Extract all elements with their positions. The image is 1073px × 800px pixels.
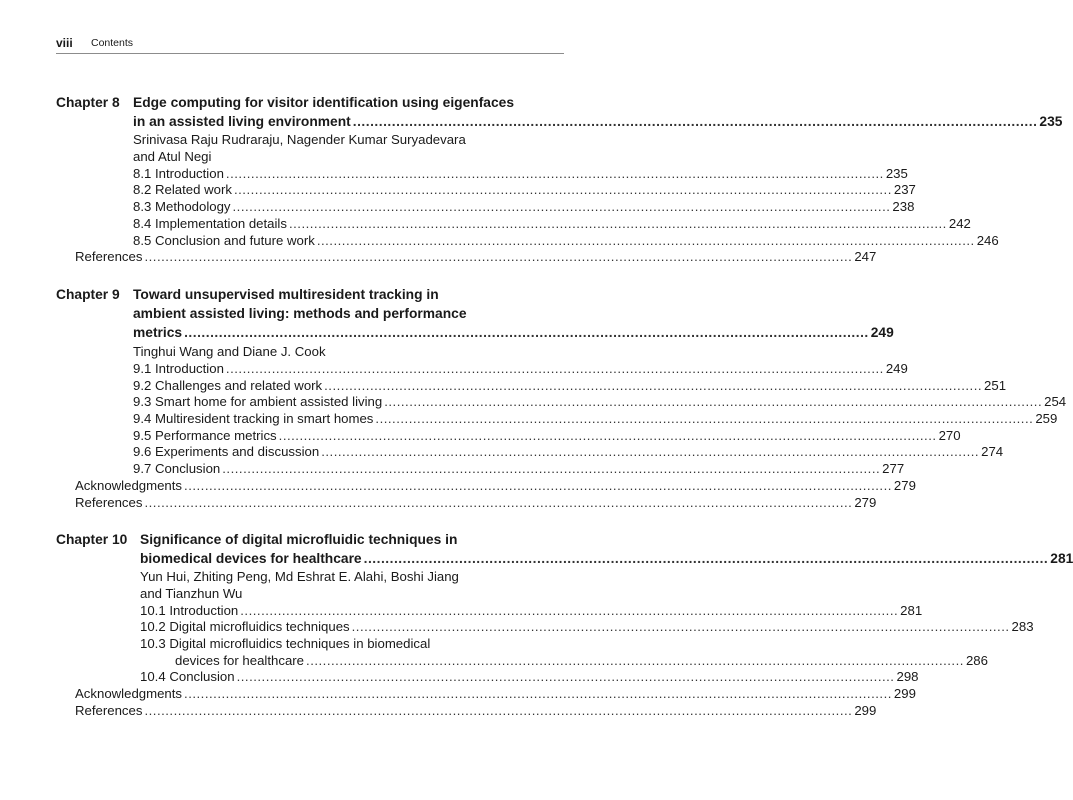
toc-entry-9-acknowledgments[interactable] [75, 478, 916, 494]
toc-entry-10-references[interactable] [75, 703, 877, 719]
toc-entry-label: 10.2 Digital microfluidics techniques [140, 619, 350, 634]
toc-entry-page: 277 [882, 461, 905, 476]
toc-entry-page: 270 [938, 428, 961, 443]
dot-leader: .............................................................................................................................................................. [236, 669, 895, 684]
chapter-10-title-line2: biomedical devices for healthcare [140, 551, 362, 566]
chapter-8-authors-line1: Srinivasa Raju Rudraraju, Nagender Kumar Suryadevara [133, 132, 466, 147]
chapter-8-title-line1: Edge computing for visitor identification using eigenfaces [133, 95, 514, 110]
dot-leader: .............................................................................................................................................................. [384, 394, 1043, 409]
toc-entry-page: 274 [981, 444, 1004, 459]
dot-leader: .............................................................................................................................................................. [222, 461, 881, 476]
toc-entry-label: devices for healthcare [175, 653, 305, 668]
toc-entry-9-4[interactable] [133, 411, 1058, 427]
toc-entry-10-1[interactable] [140, 603, 923, 619]
dot-leader: .............................................................................................................................................................. [233, 182, 892, 197]
dot-leader: .............................................................................................................................................................. [363, 551, 1049, 566]
dot-leader: .............................................................................................................................................................. [240, 603, 899, 618]
chapter-10-authors-line1: Yun Hui, Zhiting Peng, Md Eshrat E. Alahi, Boshi Jiang [140, 569, 459, 584]
chapter-9-title-line1: Toward unsupervised multiresident tracking in [133, 287, 439, 302]
dot-leader: .............................................................................................................................................................. [321, 444, 980, 459]
toc-entry-page: 242 [948, 216, 971, 231]
toc-entry-page: 238 [892, 199, 915, 214]
dot-leader: .......................................................................................................................................................................... [144, 495, 853, 510]
dot-leader: .............................................................................................................................................................. [278, 428, 937, 443]
toc-entry-9-references[interactable] [75, 495, 877, 511]
dot-leader: .......................................................................................................................................................................... [184, 686, 892, 701]
chapter-8-label: Chapter 8 [56, 95, 120, 110]
toc-entry-10-3[interactable] [175, 653, 988, 669]
toc-entry-label: 9.3 Smart home for ambient assisted living [133, 394, 383, 409]
toc-entry-9-5[interactable] [133, 428, 961, 444]
dot-leader: .......................................................................................................................................................................... [144, 703, 853, 718]
toc-entry-8-5[interactable] [133, 233, 999, 249]
dot-leader: .............................................................................................................................................................. [306, 653, 964, 668]
toc-entry-8-1[interactable] [133, 166, 908, 182]
chapter-9-title-line3: metrics [133, 325, 183, 340]
toc-entry-page: 254 [1044, 394, 1067, 409]
chapter-8-title-entry[interactable] [133, 114, 1063, 130]
toc-entry-9-7[interactable] [133, 461, 905, 477]
toc-entry-label: 8.1 Introduction [133, 166, 224, 181]
toc-entry-page: 279 [854, 495, 877, 510]
toc-entry-label: 9.2 Challenges and related work [133, 378, 323, 393]
toc-entry-page: 237 [893, 182, 916, 197]
dot-leader: .............................................................................................................................................................. [232, 199, 891, 214]
toc-entry-9-1[interactable] [133, 361, 908, 377]
toc-entry-label: 9.7 Conclusion [133, 461, 221, 476]
chapter-10-title-page: 281 [1050, 551, 1073, 566]
toc-entry-page: 259 [1035, 411, 1058, 426]
toc-entry-page: 249 [885, 361, 908, 376]
chapter-10-label: Chapter 10 [56, 532, 128, 547]
toc-entry-9-6[interactable] [133, 444, 1004, 460]
toc-entry-label: Acknowledgments [75, 478, 183, 493]
dot-leader: .............................................................................................................................................................. [225, 361, 884, 376]
chapter-10-title-line1: Significance of digital microfluidic techniques in [140, 532, 458, 547]
toc-entry-label: 8.5 Conclusion and future work [133, 233, 315, 248]
toc-entry-8-3[interactable] [133, 199, 915, 215]
dot-leader: .......................................................................................................................................................................... [144, 249, 853, 264]
toc-entry-label: 8.3 Methodology [133, 199, 231, 214]
toc-entry-label: References [75, 495, 143, 510]
chapter-8-title-page: 235 [1039, 114, 1063, 129]
toc-entry-9-3[interactable] [133, 394, 1067, 410]
toc-entry-10-acknowledgments[interactable] [75, 686, 916, 702]
toc-entry-page: 247 [854, 249, 877, 264]
dot-leader: .............................................................................................................................................................. [225, 166, 884, 181]
dot-leader: .............................................................................................................................................................. [351, 619, 1010, 634]
toc-entry-label: References [75, 703, 143, 718]
header-label: Contents [91, 37, 134, 49]
toc-entry-page: 299 [854, 703, 877, 718]
toc-entry-page: 298 [896, 669, 919, 684]
dot-leader: .............................................................................................................................................................. [352, 114, 1038, 129]
toc-entry-label: 9.5 Performance metrics [133, 428, 277, 443]
toc-entry-page: 279 [893, 478, 916, 493]
toc-entry-label: References [75, 249, 143, 264]
toc-entry-page: 251 [984, 378, 1007, 393]
toc-entry-page: 281 [900, 603, 923, 618]
dot-leader: .............................................................................................................................................................. [324, 378, 983, 393]
toc-entry-10-3-line1[interactable]: 10.3 Digital microfluidics techniques in biomedical [140, 636, 431, 651]
dot-leader: .............................................................................................................................................................. [288, 216, 947, 231]
dot-leader: .............................................................................................................................................................. [375, 411, 1034, 426]
toc-entry-label: 9.4 Multiresident tracking in smart homes [133, 411, 374, 426]
toc-entry-9-2[interactable] [133, 378, 1007, 394]
chapter-9-title-line2: ambient assisted living: methods and performance [133, 306, 467, 321]
toc-entry-10-4[interactable] [140, 669, 919, 685]
chapter-8-title-line2: in an assisted living environment [133, 114, 351, 129]
toc-entry-page: 286 [965, 653, 988, 668]
dot-leader: .............................................................................................................................................................. [316, 233, 975, 248]
chapter-9-authors: Tinghui Wang and Diane J. Cook [133, 344, 326, 359]
toc-entry-label: 8.4 Implementation details [133, 216, 287, 231]
chapter-10-title-entry[interactable] [140, 551, 1073, 567]
toc-entry-label: 9.6 Experiments and discussion [133, 444, 320, 459]
toc-entry-label: 10.4 Conclusion [140, 669, 235, 684]
toc-entry-page: 246 [976, 233, 999, 248]
chapter-9-title-page: 249 [870, 325, 894, 340]
toc-entry-label: 8.2 Related work [133, 182, 232, 197]
toc-entry-8-2[interactable] [133, 182, 916, 198]
running-header [56, 36, 564, 54]
chapter-8-authors-line2: and Atul Negi [133, 149, 212, 164]
toc-entry-page: 299 [893, 686, 916, 701]
toc-entry-label: 10.1 Introduction [140, 603, 239, 618]
toc-entry-page: 283 [1011, 619, 1034, 634]
toc-entry-label: 9.1 Introduction [133, 361, 224, 376]
toc-entry-page: 235 [885, 166, 908, 181]
chapter-9-title-entry[interactable] [133, 325, 894, 341]
dot-leader: .............................................................................................................................................................. [184, 325, 869, 340]
toc-entry-label: Acknowledgments [75, 686, 183, 701]
toc-entry-8-references[interactable] [75, 249, 877, 265]
dot-leader: .......................................................................................................................................................................... [184, 478, 892, 493]
page-number: viii [56, 36, 73, 50]
chapter-10-authors-line2: and Tianzhun Wu [140, 586, 243, 601]
toc-entry-10-2[interactable] [140, 619, 1034, 635]
toc-entry-8-4[interactable] [133, 216, 971, 232]
chapter-9-label: Chapter 9 [56, 287, 120, 302]
